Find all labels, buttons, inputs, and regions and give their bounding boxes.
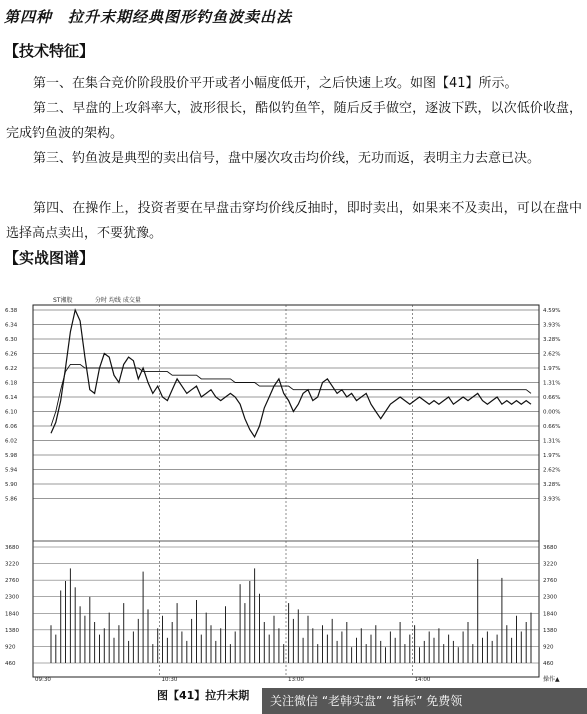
- paragraph-2: 第二、早盘的上攻斜率大，波形很长，酷似钓鱼竿，随后反手做空，逐波下跌，以次低价收盘，完成钓鱼波的架构。: [6, 101, 582, 141]
- section-title-chart: 【实战图谱】: [4, 249, 95, 267]
- time-tick-label: 13:00: [288, 677, 304, 683]
- time-tick-label: 10:30: [161, 677, 178, 683]
- intraday-chart-svg: [0, 283, 587, 683]
- price-tick-label: 5.94: [5, 467, 18, 474]
- price-tick-label: 6.14: [5, 395, 18, 401]
- figure-caption: 图【41】拉升末期: [157, 689, 250, 702]
- time-tick-label: 09:30: [35, 677, 51, 683]
- pct-tick-label: 3.93%: [543, 496, 561, 503]
- price-tick-label: 6.26: [5, 351, 18, 358]
- pct-tick-label: 0.66%: [543, 395, 561, 401]
- pct-tick-label: 1.31%: [543, 438, 561, 445]
- volume-tick-label: 1840: [5, 611, 19, 618]
- price-tick-label: 6.34: [5, 322, 18, 329]
- price-tick-label: 6.22: [5, 366, 18, 372]
- price-tick-label: 6.06: [5, 424, 18, 430]
- volume-tick-label-right: 2760: [543, 578, 557, 585]
- volume-tick-label-right: 3220: [543, 561, 557, 568]
- pct-tick-label: 0.66%: [543, 424, 561, 430]
- price-tick-label: 6.38: [5, 308, 18, 314]
- pct-tick-label: 3.28%: [543, 482, 561, 488]
- paragraph-4: 第四、在操作上，投资者要在早盘击穿均价线反抽时，即时卖出，如果来不及卖出，可以在盘中选择高点卖出，不要犹豫。: [6, 201, 582, 241]
- pct-tick-label: 4.59%: [543, 308, 561, 314]
- pct-tick-label: 0.00%: [543, 409, 561, 416]
- price-tick-label: 5.98: [5, 453, 18, 459]
- price-tick-label: 6.10: [5, 409, 18, 416]
- pct-tick-label: 1.31%: [543, 380, 561, 387]
- chart-legend: 分时 均线 成交量: [95, 297, 141, 304]
- pct-tick-label: 3.93%: [543, 322, 561, 329]
- volume-tick-label: 3220: [5, 561, 19, 568]
- pct-tick-label: 3.28%: [543, 337, 561, 343]
- pct-tick-label: 1.97%: [543, 453, 561, 459]
- volume-tick-label: 1380: [5, 627, 19, 634]
- volume-tick-label-right: 1380: [543, 627, 557, 634]
- volume-tick-label: 3680: [5, 545, 19, 551]
- volume-tick-label-right: 2300: [543, 594, 557, 601]
- paragraph-3: 第三、钓鱼波是典型的卖出信号，盘中屡次攻击均价线，无功而返，表明主力去意已决。: [33, 151, 541, 166]
- volume-tick-label-right: 460: [543, 661, 554, 667]
- pct-tick-label: 2.62%: [543, 467, 561, 474]
- corner-label: 操作▲: [543, 676, 560, 683]
- chapter-title: 第四种 拉升末期经典图形钓鱼波卖出法: [4, 8, 293, 26]
- volume-tick-label: 2760: [5, 578, 19, 585]
- price-tick-label: 6.18: [5, 380, 18, 387]
- volume-tick-label-right: 3680: [543, 545, 557, 551]
- price-tick-label: 6.02: [5, 438, 18, 445]
- price-tick-label: 5.90: [5, 482, 18, 488]
- volume-tick-label: 920: [5, 644, 16, 651]
- section-title-features: 【技术特征】: [4, 42, 95, 60]
- volume-tick-label: 2300: [5, 594, 19, 601]
- pct-tick-label: 2.62%: [543, 351, 561, 358]
- price-tick-label: 5.86: [5, 496, 18, 503]
- watermark-banner: 关注微信 “老韩实盘” “指标” 免费领: [262, 688, 587, 714]
- price-tick-label: 6.30: [5, 337, 18, 343]
- paragraph-1: 第一、在集合竞价阶段股价平开或者小幅度低开，之后快速上攻。如图【41】所示。: [33, 76, 518, 91]
- pct-tick-label: 1.97%: [543, 366, 561, 372]
- volume-tick-label-right: 920: [543, 644, 554, 651]
- volume-tick-label: 460: [5, 661, 16, 667]
- time-tick-label: 14:00: [414, 677, 431, 683]
- volume-tick-label-right: 1840: [543, 611, 557, 618]
- intraday-chart: [0, 283, 587, 683]
- chart-stock-name: ST湘股: [53, 297, 73, 304]
